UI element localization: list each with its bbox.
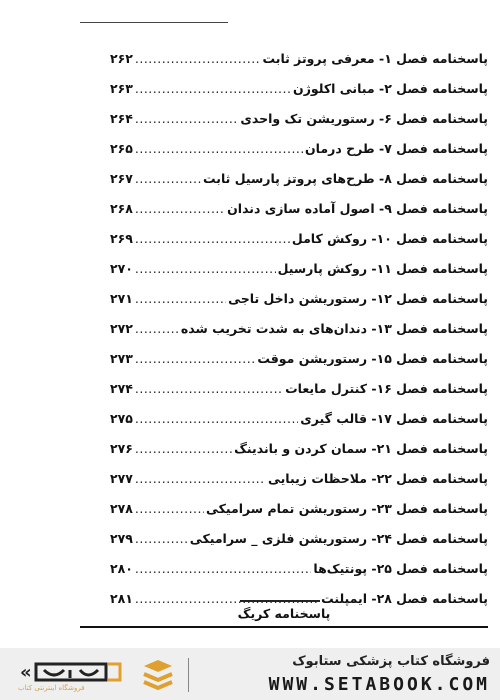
toc-entry[interactable] <box>110 434 488 464</box>
toc-entry-page-number: ۲۷۹ <box>110 531 133 546</box>
toc-leader-dots <box>135 164 201 194</box>
toc-entry-page-number: ۲۷۱ <box>110 291 133 306</box>
toc-entry-title: پاسخنامه فصل ۱۷- قالب گیری <box>300 411 488 426</box>
store-footer <box>0 648 500 700</box>
toc-entry-title: پاسخنامه فصل ۷- طرح درمان <box>305 141 488 156</box>
toc-entry-page-number: ۲۷۰ <box>110 261 133 276</box>
toc-entry-page-number: ۲۷۴ <box>110 381 133 396</box>
toc-entry-title: پاسخنامه فصل ۱- معرفی پروتز ثابت <box>262 51 488 66</box>
toc-entry[interactable] <box>110 284 488 314</box>
toc-entry-title: پاسخنامه فصل ۱۰- روکش کامل <box>291 231 488 246</box>
toc-entry-title: پاسخنامه فصل ۱۵- رستوریشن موقت <box>257 351 488 366</box>
toc-leader-dots <box>135 374 283 404</box>
toc-entry-page-number: ۲۷۲ <box>110 321 133 336</box>
toc-entry-page-number: ۲۶۷ <box>110 171 133 186</box>
toc-entry[interactable] <box>110 314 488 344</box>
toc-entry-title: پاسخنامه فصل ۲۵- پونتیک‌ها <box>313 561 488 576</box>
heading-overline <box>240 600 320 602</box>
toc-entry-page-number: ۲۸۰ <box>110 561 133 576</box>
toc-entry-page-number: ۲۶۵ <box>110 141 133 156</box>
toc-entry-page-number: ۲۷۳ <box>110 351 133 366</box>
header-rule <box>80 22 228 23</box>
toc-entry[interactable] <box>110 554 488 584</box>
toc-entry[interactable] <box>110 344 488 374</box>
toc-leader-dots <box>135 464 266 494</box>
toc-leader-dots <box>135 254 276 284</box>
toc-entry[interactable] <box>110 524 488 554</box>
toc-entry-page-number: ۲۶۳ <box>110 81 133 96</box>
toc-leader-dots <box>135 344 256 374</box>
toc-entry-title: پاسخنامه فصل ۲- مبانی اکلوژن <box>293 81 488 96</box>
toc-leader-dots <box>135 554 312 584</box>
toc-leader-dots <box>135 284 226 314</box>
store-name: فروشگاه کتاب پزشکی ستابوک <box>292 654 490 669</box>
toc-entry-title: پاسخنامه فصل ۲۴- رستوریشن فلزی _ سرامیکی <box>189 531 488 546</box>
section-heading-block <box>80 600 488 622</box>
store-url-link[interactable]: WWW.SETABOOK.COM <box>268 674 490 695</box>
toc-entry-title: پاسخنامه فصل ۲۲- ملاحظات زیبایی <box>267 471 488 486</box>
toc-entry-page-number: ۲۶۲ <box>110 51 133 66</box>
heading-underline <box>80 626 488 628</box>
toc-leader-dots <box>135 314 179 344</box>
toc-entry-title: پاسخنامه فصل ۲۸- ایمپلنت <box>321 591 488 606</box>
toc-entry-title: پاسخنامه فصل ۲۱- سمان کردن و باندینگ <box>234 441 488 456</box>
toc-entry[interactable] <box>110 194 488 224</box>
toc-entry[interactable] <box>110 44 488 74</box>
toc-entry-title: پاسخنامه فصل ۱۲- رستوریشن داخل تاجی <box>228 291 488 306</box>
toc-entry[interactable] <box>110 374 488 404</box>
toc-leader-dots <box>135 524 188 554</box>
toc-entry[interactable] <box>110 494 488 524</box>
footer-divider <box>188 658 189 692</box>
toc-entry-page-number: ۲۸۱ <box>110 591 133 606</box>
toc-entry-title: پاسخنامه فصل ۲۳- رستوریشن تمام سرامیکی <box>205 501 488 516</box>
toc-entry[interactable] <box>110 74 488 104</box>
toc-entry-page-number: ۲۷۸ <box>110 501 133 516</box>
toc-entry[interactable] <box>110 104 488 134</box>
toc-entry-page-number: ۲۷۷ <box>110 471 133 486</box>
toc-entry-title: پاسخنامه فصل ۹- اصول آماده سازی دندان <box>227 201 488 216</box>
toc-entry-page-number: ۲۷۶ <box>110 441 133 456</box>
toc-entry-title: پاسخنامه فصل ۸- طرح‌های پروتز پارسیل ثابت <box>203 171 488 186</box>
toc-leader-dots <box>135 104 239 134</box>
toc-leader-dots <box>135 434 232 464</box>
toc-entry-title: پاسخنامه فصل ۱۶- کنترل مایعات <box>285 381 488 396</box>
svg-text:«: « <box>20 662 32 683</box>
toc-entry[interactable] <box>110 134 488 164</box>
logo-subtitle: فروشگاه اینترنتی کتاب <box>18 684 85 692</box>
toc-entry[interactable] <box>110 224 488 254</box>
toc-leader-dots <box>135 194 225 224</box>
toc-leader-dots <box>135 404 298 434</box>
toc-leader-dots <box>135 494 204 524</box>
toc-entry[interactable] <box>110 404 488 434</box>
section-heading: پاسخنامه کریگ <box>237 606 331 621</box>
toc-entry-title: پاسخنامه فصل ۱۳- دندان‌های به شدت تخریب شده <box>180 321 488 336</box>
toc-entry[interactable] <box>110 254 488 284</box>
toc-entry-page-number: ۲۶۸ <box>110 201 133 216</box>
toc-entry-title: پاسخنامه فصل ۱۱- روکش پارسیل <box>277 261 488 276</box>
toc-entry-page-number: ۲۷۵ <box>110 411 133 426</box>
toc-leader-dots <box>135 44 261 74</box>
toc-leader-dots <box>135 134 303 164</box>
toc-entry-title: پاسخنامه فصل ۶- رستوریشن تک واحدی <box>240 111 488 126</box>
toc-entry[interactable] <box>110 164 488 194</box>
table-of-contents <box>110 44 488 614</box>
toc-leader-dots <box>135 74 291 104</box>
toc-leader-dots <box>135 224 290 254</box>
toc-entry-page-number: ۲۶۴ <box>110 111 133 126</box>
toc-entry-page-number: ۲۶۹ <box>110 231 133 246</box>
book-shelf-icon <box>140 658 176 692</box>
toc-entry[interactable] <box>110 464 488 494</box>
